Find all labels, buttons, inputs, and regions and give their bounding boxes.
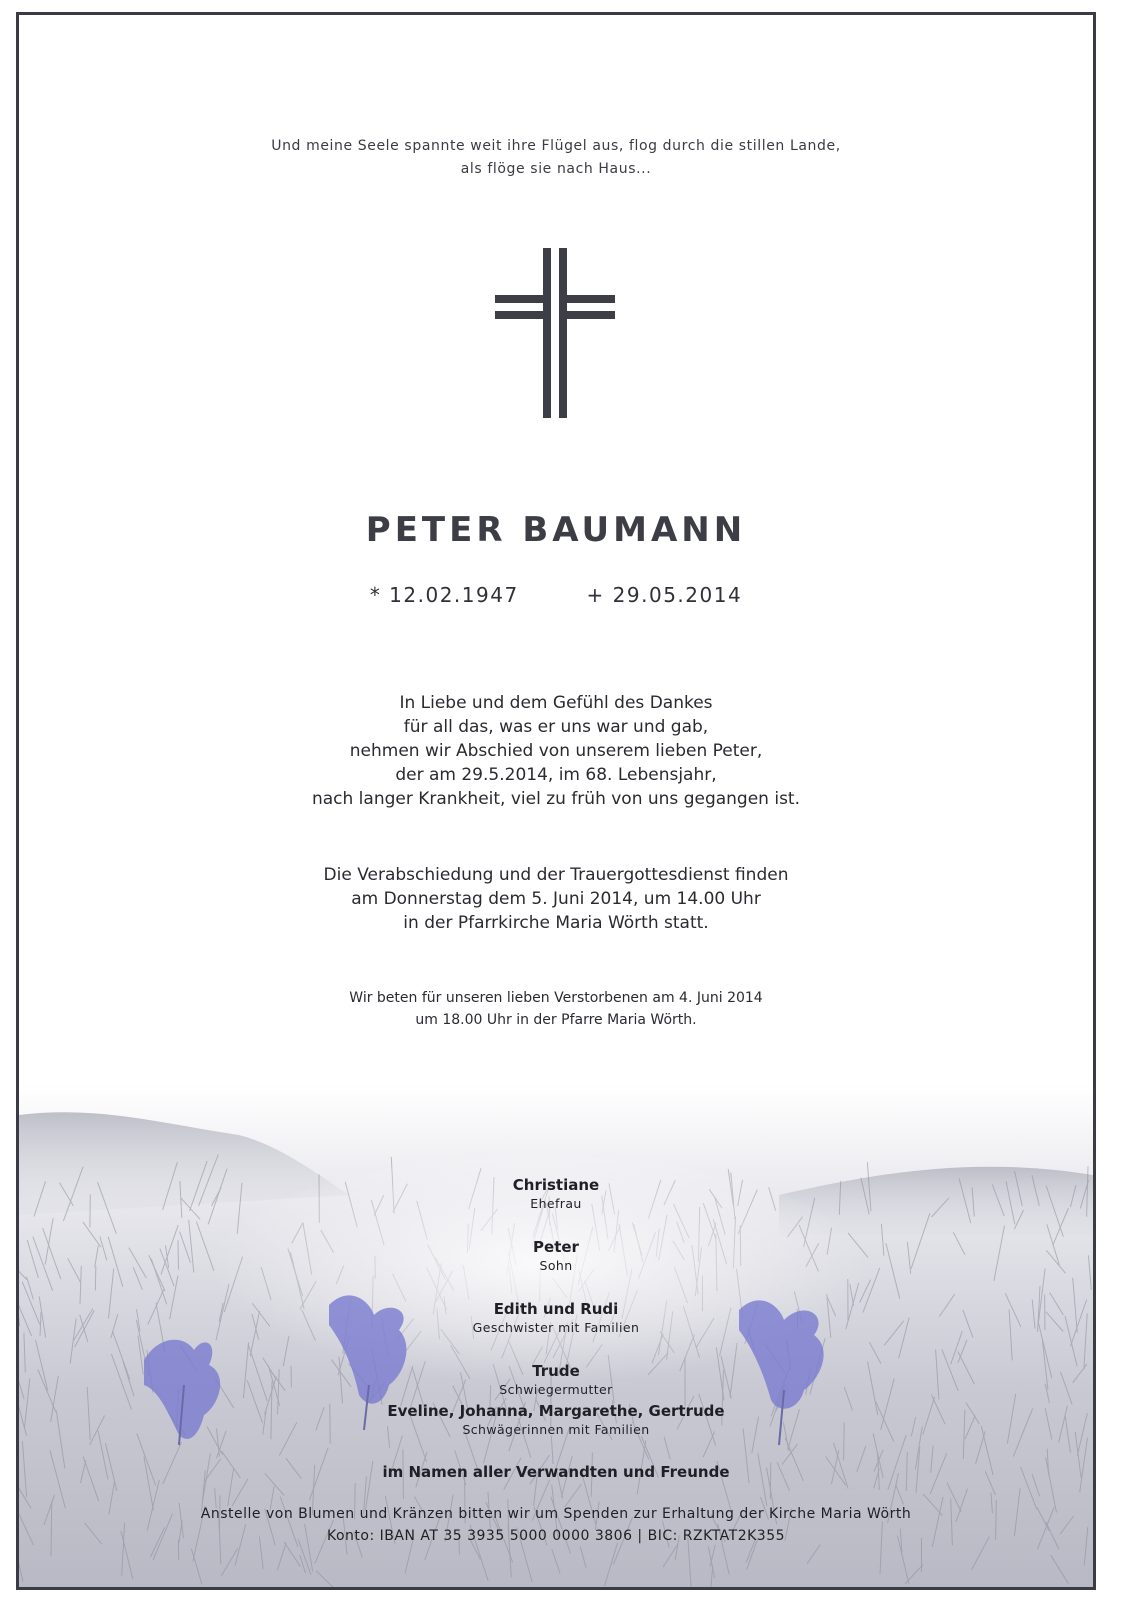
donation-note	[19, 1503, 1093, 1547]
prayer-line: Wir beten für unseren lieben Verstorbenen am 4. Juni 2014	[349, 990, 763, 1006]
service-line: am Donnerstag dem 5. Juni 2014, um 14.00 Uhr	[351, 889, 761, 909]
mourner-relation: Schwägerinnen mit Familien	[462, 1422, 650, 1437]
mourner-entry	[19, 1299, 1093, 1337]
motto-verse	[19, 135, 1093, 181]
death-date: + 29.05.2014	[586, 583, 743, 607]
mourner-name: Trude	[532, 1362, 580, 1380]
birth-date: * 12.02.1947	[369, 583, 519, 607]
donation-text: Anstelle von Blumen und Kränzen bitten wir um Spenden zur Erhaltung der Kirche Maria Wörth	[200, 1506, 912, 1522]
mourner-name: Peter	[533, 1238, 579, 1256]
mourner-entry	[19, 1361, 1093, 1399]
motto-line: Und meine Seele spannte weit ihre Flügel aus, flog durch die stillen Lande,	[271, 138, 841, 154]
prayer-line: um 18.00 Uhr in der Pfarre Maria Wörth.	[415, 1012, 697, 1028]
message-line: In Liebe und dem Gefühl des Dankes	[399, 693, 713, 713]
mourner-relation: Sohn	[539, 1258, 573, 1273]
mourner-name: Edith und Rudi	[493, 1300, 619, 1318]
message-line: der am 29.5.2014, im 68. Lebensjahr,	[395, 765, 717, 785]
service-line: Die Verabschiedung und der Trauergottesdienst finden	[323, 865, 789, 885]
mourner-entry	[19, 1237, 1093, 1275]
motto-line: als flöge sie nach Haus...	[460, 161, 652, 177]
mourners-list	[19, 1175, 1093, 1481]
mourner-relation: Ehefrau	[530, 1196, 582, 1211]
mourner-relation: Geschwister mit Familien	[472, 1320, 640, 1335]
message-line: nach langer Krankheit, viel zu früh von uns gegangen ist.	[311, 789, 801, 809]
mourner-entry	[19, 1401, 1093, 1439]
cross-icon	[495, 248, 615, 418]
mourner-entry	[19, 1175, 1093, 1213]
prayer-info	[19, 987, 1093, 1031]
message-line: für all das, was er uns war und gab,	[403, 717, 709, 737]
life-dates	[19, 583, 1093, 607]
service-line: in der Pfarrkirche Maria Wörth statt.	[403, 913, 709, 933]
mourner-name: Eveline, Johanna, Margarethe, Gertrude	[387, 1402, 725, 1420]
mourner-name: Christiane	[512, 1176, 600, 1194]
closing-line: im Namen aller Verwandten und Freunde	[382, 1463, 730, 1481]
funeral-service-info	[19, 863, 1093, 935]
obituary-card	[16, 12, 1096, 1590]
bank-details: Konto: IBAN AT 35 3935 5000 0000 3806 | BIC: RZKTAT2K355	[326, 1528, 786, 1544]
farewell-message	[19, 691, 1093, 811]
message-line: nehmen wir Abschied von unserem lieben Peter,	[349, 741, 763, 761]
deceased-name: PETER BAUMANN	[365, 510, 747, 550]
mourner-relation: Schwiegermutter	[499, 1382, 613, 1397]
